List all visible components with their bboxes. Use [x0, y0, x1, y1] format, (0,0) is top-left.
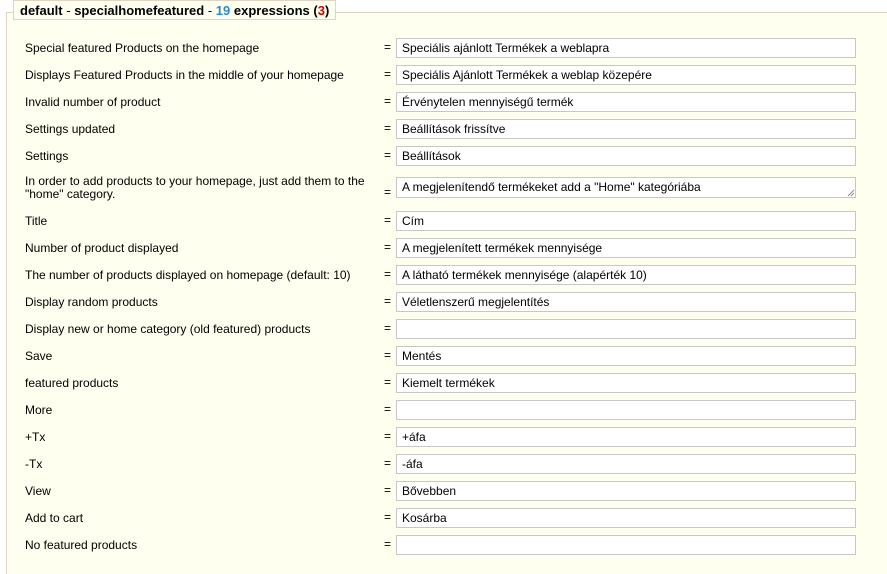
- expression-label: No featured products: [25, 538, 138, 552]
- equals-sign: =: [384, 240, 392, 254]
- equals-sign: =: [384, 537, 392, 551]
- translation-input[interactable]: [396, 427, 856, 447]
- expression-label: Number of product displayed: [25, 241, 179, 255]
- equals-sign: =: [384, 510, 392, 524]
- expression-label: More: [25, 403, 53, 417]
- expression-label: Display random products: [25, 295, 158, 309]
- translation-input[interactable]: [396, 346, 856, 366]
- equals-sign: =: [384, 185, 392, 199]
- legend-paren-open: (: [313, 3, 318, 18]
- expression-label: Display new or home category (old featured) products: [25, 322, 311, 336]
- equals-sign: =: [384, 267, 392, 281]
- equals-sign: =: [384, 375, 392, 389]
- equals-sign: =: [384, 321, 392, 335]
- translation-input[interactable]: [396, 373, 856, 393]
- expression-label: +Tx: [25, 430, 46, 444]
- equals-sign: =: [384, 40, 392, 54]
- translation-textarea-wrap: [396, 177, 856, 198]
- translation-input[interactable]: [396, 535, 856, 555]
- legend-missing-count: 3: [317, 3, 325, 18]
- expression-label: Add to cart: [25, 511, 84, 525]
- fieldset-legend: [13, 0, 336, 20]
- expression-label: In order to add products to your homepage, just add them to the "home" category.: [25, 174, 365, 201]
- equals-sign: =: [384, 429, 392, 443]
- equals-sign: =: [384, 456, 392, 470]
- translation-input[interactable]: [396, 38, 856, 58]
- equals-sign: =: [384, 121, 392, 135]
- expression-label: Save: [25, 349, 53, 363]
- expression-label: Invalid number of product: [25, 95, 161, 109]
- legend-paren-close: ): [324, 3, 330, 18]
- expression-label: View: [25, 484, 51, 498]
- translation-input[interactable]: [396, 146, 856, 166]
- equals-sign: =: [384, 67, 392, 81]
- expression-label: Settings: [25, 149, 69, 163]
- expression-label: -Tx: [25, 457, 43, 471]
- translation-input[interactable]: [396, 92, 856, 112]
- legend-separator: -: [204, 3, 216, 18]
- translation-input[interactable]: [396, 319, 856, 339]
- expression-label: Title: [25, 214, 48, 228]
- translation-input[interactable]: [396, 508, 856, 528]
- translation-input[interactable]: [396, 481, 856, 501]
- translation-input[interactable]: [396, 454, 856, 474]
- expression-label: The number of products displayed on homepage (default: 10): [25, 268, 351, 282]
- equals-sign: =: [384, 148, 392, 162]
- legend-separator: -: [62, 3, 75, 18]
- equals-sign: =: [384, 94, 392, 108]
- legend-word: expressions: [233, 3, 310, 18]
- expression-label: Displays Featured Products in the middle of your homepage: [25, 68, 344, 82]
- equals-sign: =: [384, 213, 392, 227]
- equals-sign: =: [384, 483, 392, 497]
- expression-label: Special featured Products on the homepage: [25, 41, 260, 55]
- expression-label: featured products: [25, 376, 119, 390]
- expression-label: Settings updated: [25, 122, 116, 136]
- translation-input[interactable]: [396, 65, 856, 85]
- legend-theme: default: [20, 3, 63, 18]
- translation-input[interactable]: [396, 119, 856, 139]
- translation-input[interactable]: [396, 400, 856, 420]
- translation-textarea[interactable]: [396, 177, 856, 198]
- translation-input[interactable]: [396, 238, 856, 258]
- translation-input[interactable]: [396, 265, 856, 285]
- translation-input[interactable]: [396, 292, 856, 312]
- equals-sign: =: [384, 348, 392, 362]
- equals-sign: =: [384, 402, 392, 416]
- legend-total-count: 19: [215, 3, 231, 18]
- legend-module: specialhomefeatured: [74, 3, 205, 18]
- translation-input[interactable]: [396, 211, 856, 231]
- equals-sign: =: [384, 294, 392, 308]
